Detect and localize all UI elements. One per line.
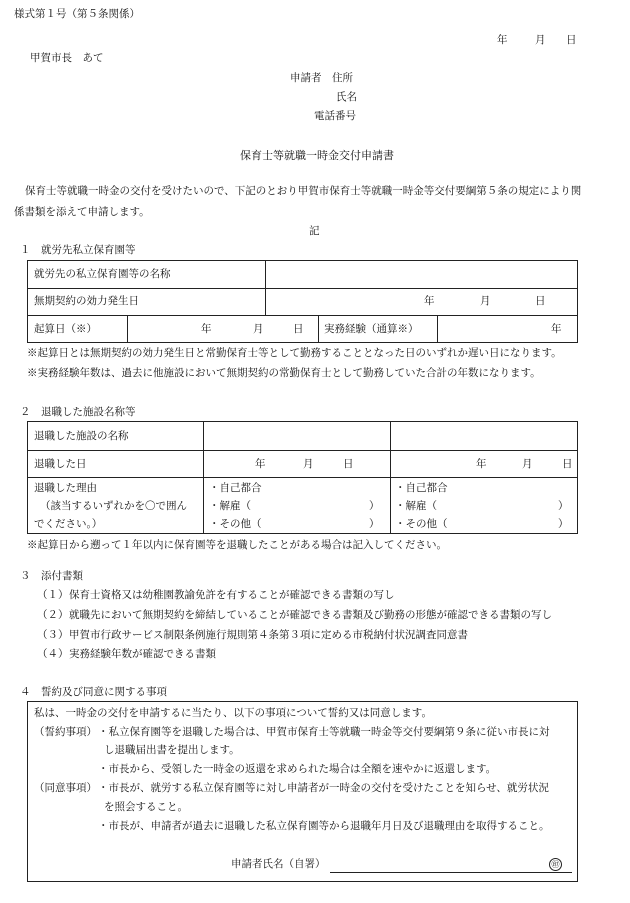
section1-note1: ※起算日とは無期契約の効力発生日と常勤保育士等として勤務することとなった日のいずれか遅い日になります。 [27,347,562,359]
reason-2-other-close: ） [558,518,569,530]
form-number: 様式第１号（第５条関係） [14,8,140,20]
workplace-table [27,260,578,343]
contract-date-year: 年 [424,295,435,307]
consent-item-1-line2: を照会すること。 [104,801,188,813]
pledge-item-2: ・市長から、受領した一時金の返還を求められた場合は全額を速やかに返還します。 [98,763,497,775]
applicant-address-label: 申請者 住所 [290,72,353,84]
workplace-name-label: 就労先の私立保育園等の名称 [34,268,171,280]
date-month-label: 月 [535,34,546,46]
attachment-3-number: （３） [37,629,69,641]
reason-1-other-close: ） [369,518,380,530]
consent-label: （同意事項） [34,782,97,794]
date-day-label: 日 [566,34,577,46]
section2-note: ※起算日から遡って１年以内に保育園等を退職したことがある場合は記入してください。 [27,539,447,551]
retirement-date-2-month: 月 [522,458,533,470]
signature-line[interactable] [330,872,572,873]
attachment-4-number: （４） [37,648,69,660]
reason-2-dismissal-close: ） [558,500,569,512]
start-date-label: 起算日（※） [34,323,97,335]
retirement-date-1-year: 年 [255,458,266,470]
start-date-day: 日 [293,323,304,335]
contract-date-day: 日 [535,295,546,307]
pledge-item-1-line1: ・私立保育園等を退職した場合は、甲賀市保育士等就職一時金等交付要綱第９条に従い市長に対 [98,726,550,738]
start-date-field[interactable] [129,316,317,342]
consent-item-1-line1: ・市長が、就労する私立保育園等に対し申請者が一時金の交付を受けたことを知らせ、就労状況 [98,782,549,794]
prev-facility-name-label: 退職した施設の名称 [34,430,129,442]
reason-1-self[interactable]: ・自己都合 [209,482,262,494]
retirement-date-label: 退職した日 [34,458,87,470]
ki-label: 記 [309,225,320,237]
intro-text-line2: 係書類を添えて申請します。 [14,206,150,218]
retirement-date-field-1[interactable] [205,451,389,476]
section1-heading: １ 就労先私立保育園等 [20,244,136,256]
prev-facility-name-field-2[interactable] [392,423,576,449]
addressee: 甲賀市長 あて [30,52,104,64]
seal-mark: ㊞ [549,858,562,871]
reason-label-line2: （該当するいずれかを〇で囲ん [40,500,187,512]
reason-1-dismissal[interactable]: ・解雇（ [209,500,251,512]
experience-label: 実務経験（通算※） [324,323,419,335]
reason-2-self[interactable]: ・自己都合 [395,482,448,494]
workplace-name-field[interactable] [267,262,576,287]
pledge-item-1-line2: し退職届出書を提出します。 [104,744,240,756]
prev-facility-name-field-1[interactable] [205,423,389,449]
pledge-lead: 私は、一時金の交付を申請するに当たり、以下の事項について誓約又は同意します。 [34,707,432,719]
contract-date-field[interactable] [267,289,576,314]
retirement-date-2-day: 日 [562,458,573,470]
section1-note2: ※実務経験年数は、過去に他施設において無期契約の常勤保育士として勤務していた合計の年数になります。 [27,367,541,379]
attachment-3-text: 甲賀市行政サービス制限条例施行規則第４条第３項に定める市税納付状況調査同意書 [69,629,468,641]
retirement-date-field-2[interactable] [392,451,576,476]
reason-1-other[interactable]: ・その他（ [209,518,262,530]
intro-text-line1: 保育士等就職一時金の交付を受けたいので、下記のとおり甲賀市保育士等就職一時金等交付要綱第５条の規定により関 [25,185,582,197]
attachment-2-number: （２） [37,609,69,621]
retirement-date-2-year: 年 [476,458,487,470]
pledge-box [27,701,578,882]
reason-label-line3: でください。） [34,518,103,530]
reason-1-dismissal-close: ） [369,500,380,512]
section3-heading: ３ 添付書類 [20,570,83,582]
document-title: 保育士等就職一時金交付申請書 [240,149,394,162]
retirement-date-1-month: 月 [303,458,314,470]
attachment-1-text: 保育士資格又は幼稚園教諭免許を有することが確認できる書類の写し [69,589,395,601]
attachment-1-number: （１） [37,589,69,601]
retirement-date-1-day: 日 [343,458,354,470]
applicant-name-label: 氏名 [336,91,357,103]
contract-date-label: 無期契約の効力発生日 [34,295,139,307]
date-year-label: 年 [497,34,508,46]
signature-label: 申請者氏名（自署） [231,858,326,870]
contract-date-month: 月 [480,295,491,307]
reason-2-dismissal[interactable]: ・解雇（ [395,500,437,512]
section4-heading: ４ 誓約及び同意に関する事項 [20,686,167,698]
reason-label-line1: 退職した理由 [34,482,97,494]
previous-employer-table [27,421,578,534]
reason-2-other[interactable]: ・その他（ [395,518,448,530]
applicant-phone-label: 電話番号 [314,110,356,122]
attachment-4-text: 実務経験年数が確認できる書類 [69,648,216,660]
start-date-year: 年 [201,323,212,335]
start-date-month: 月 [253,323,264,335]
experience-year: 年 [551,323,562,335]
attachment-2-text: 就職先において無期契約を締結していることが確認できる書類及び勤務の形態が確認できる書類の写し [69,609,552,621]
consent-item-2: ・市長が、申請者が過去に退職した私立保育園等から退職年月日及び退職理由を取得すること。 [98,820,550,832]
pledge-label: （誓約事項） [34,726,97,738]
section2-heading: ２ 退職した施設名称等 [20,406,136,418]
experience-field[interactable] [439,316,576,342]
